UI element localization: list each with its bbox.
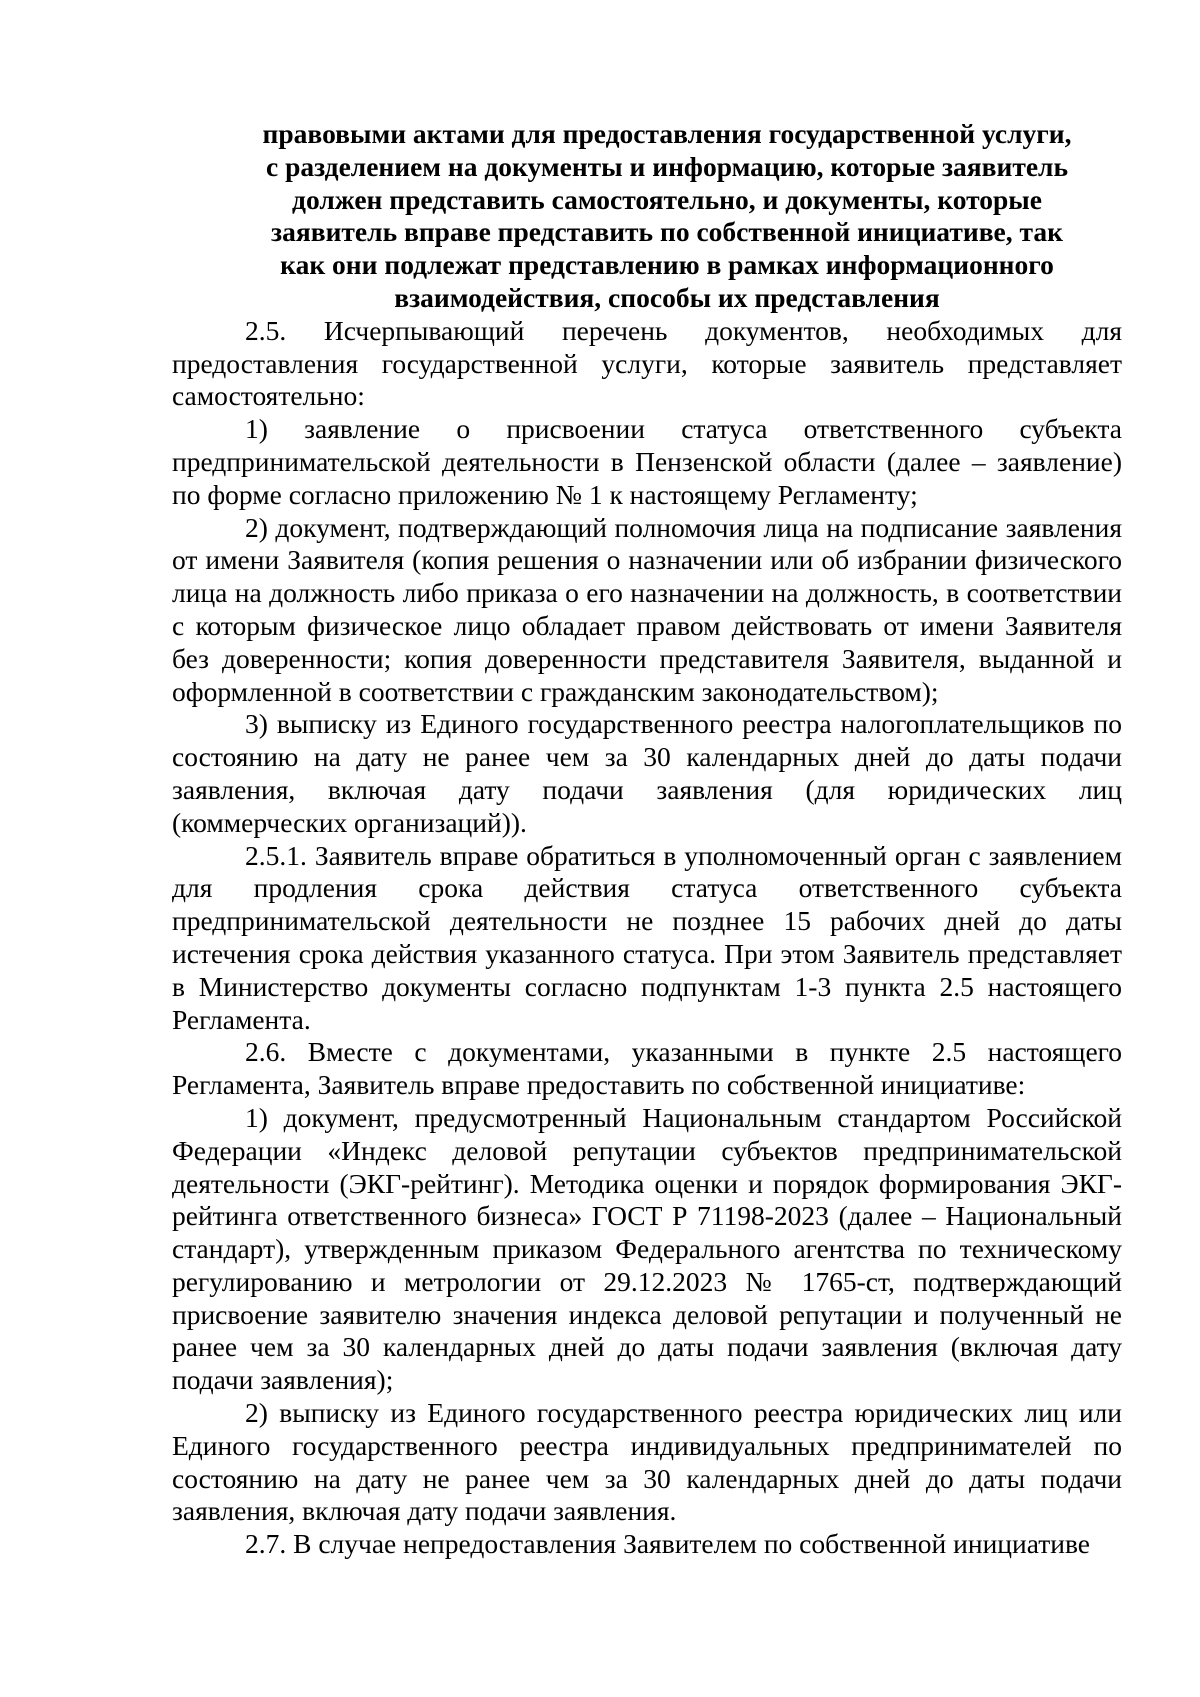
section-heading [172, 118, 1122, 315]
paragraph-2-5-item-2: 2) документ, подтверждающий полномочия лица на подписание заявления от имени Заявителя (копия решения о назначении или об избрании физического лица на должность либо приказа о его назначении на должность, в соответствии с которым физическое лицо обладает правом действовать от имени Заявителя без доверенности; копия доверенности представителя Заявителя, выданной и оформленной в соответствии с гражданским законодательством); [172, 511, 1122, 707]
heading-line: должен представить самостоятельно, и документы, которые [292, 183, 1042, 215]
paragraph-2-5-item-1: 1) заявление о присвоении статуса ответственного субъекта предпринимательской деятельности в Пензенской области (далее – заявление) по форме согласно приложению № 1 к настоящему Регламенту; [172, 413, 1122, 510]
paragraph-2-7: 2.7. В случае непредоставления Заявителем по собственной инициативе [245, 1528, 1090, 1560]
paragraph-2-6-item-2: 2) выписку из Единого государственного реестра юридических лиц или Единого государственного реестра индивидуальных предпринимателей по состоянию на дату не ранее чем за 30 календарных дней до даты подачи заявления, включая дату подачи заявления. [172, 1397, 1122, 1527]
heading-line: заявитель вправе представить по собственной инициативе, так [271, 216, 1063, 248]
document-page [172, 118, 1122, 1561]
heading-line: с разделением на документы и информацию, которые заявитель [265, 150, 1069, 182]
paragraph-2-6: 2.6. Вместе с документами, указанными в пункте 2.5 настоящего Регламента, Заявитель вправе предоставить по собственной инициативе: [172, 1036, 1122, 1101]
paragraph-2-5-1: 2.5.1. Заявитель вправе обратиться в уполномоченный орган с заявлением для продления срока действия статуса ответственного субъекта предпринимательской деятельности не позднее 15 рабочих дней до даты истечения срока действия указанного статуса. При этом Заявитель представляет в Министерство документы согласно подпунктам 1-3 пункта 2.5 настоящего Регламента. [172, 839, 1122, 1035]
paragraph-2-6-item-1: 1) документ, предусмотренный Национальным стандартом Российской Федерации «Индекс деловой репутации субъектов предпринимательской деятельности (ЭКГ-рейтинг). Методика оценки и порядок формирования ЭКГ-рейтинга ответственного бизнеса» ГОСТ Р 71198-2023 (далее – Национальный стандарт), утвержденным приказом Федерального агентства по техническому регулированию и метрологии от 29.12.2023 № 1765-ст, подтверждающий присвоение заявителю значения индекса деловой репутации и полученный не ранее чем за 30 календарных дней до даты подачи заявления (включая дату подачи заявления); [172, 1101, 1122, 1396]
heading-line: взаимодействия, способы их представления [394, 281, 940, 313]
heading-line: правовыми актами для предоставления государственной услуги, [262, 118, 1072, 149]
paragraph-2-5-item-3: 3) выписку из Единого государственного реестра налогоплательщиков по состоянию на дату не ранее чем за 30 календарных дней до даты подачи заявления, включая дату подачи заявления (для юридических лиц (коммерческих организаций)). [172, 708, 1122, 838]
paragraph-2-5: 2.5. Исчерпывающий перечень документов, необходимых для предоставления государственной услуги, которые заявитель представляет самостоятельно: [172, 314, 1122, 412]
heading-line: как они подлежат представлению в рамках информационного [280, 249, 1054, 281]
